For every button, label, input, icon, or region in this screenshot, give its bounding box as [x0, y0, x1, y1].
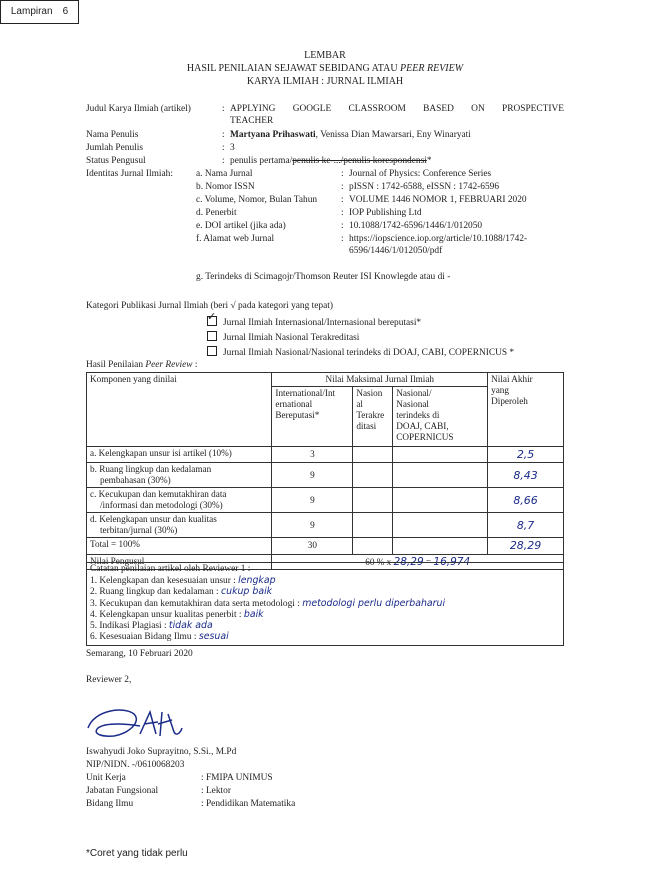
- catatan-box: [86, 562, 564, 646]
- reviewer-name: Iswahyudi Joko Suprayitno, S.Si., M.Pd: [86, 747, 237, 757]
- reviewer-nip: NIP/NIDN. -/0610068203: [86, 760, 185, 770]
- header-line2-italic: PEER REVIEW: [400, 63, 464, 74]
- journal-publisher-value: IOP Publishing Ltd: [349, 208, 422, 218]
- journal-web-label: f. Alamat web Jurnal: [196, 234, 275, 244]
- catatan-item-label: 2. Ruang lingkup dan kedalaman :: [90, 587, 219, 598]
- header-intl-l3: Bereputasi*: [275, 410, 320, 421]
- row-label-l1: c. Kecukupan dan kemutakhiran data: [90, 489, 227, 500]
- journal-colon: :: [341, 208, 344, 218]
- jabatan-label: Jabatan Fungsional: [86, 786, 159, 796]
- reviewer-label: Reviewer 2,: [86, 675, 132, 685]
- row-score-handwritten: 2,5: [488, 447, 564, 463]
- row-label-l2: terbitan/jurnal (30%): [100, 525, 178, 536]
- header-akhir: [488, 373, 564, 447]
- lampiran-box: [0, 0, 79, 24]
- header-line3: KARYA ILMIAH : JURNAL ILMIAH: [246, 76, 404, 87]
- total-label: Total = 100%: [87, 538, 272, 554]
- status-prefix: penulis pertama/: [230, 156, 293, 166]
- row-max: 3: [272, 447, 353, 463]
- journal-issn-label: b. Nomor ISSN: [196, 182, 255, 192]
- kategori-option-2[interactable]: [207, 331, 359, 344]
- journal-colon: :: [341, 221, 344, 231]
- signature: [84, 704, 194, 744]
- catatan-item: [90, 598, 560, 609]
- place-date: Semarang, 10 Februari 2020: [86, 649, 193, 659]
- checkbox-checked[interactable]: [207, 311, 217, 326]
- row-label: [87, 488, 272, 513]
- journal-issn-value: pISSN : 1742-6588, eISSN : 1742-6596: [349, 182, 500, 192]
- total-score-handwritten: 28,29: [488, 538, 564, 554]
- catatan-item-label: 6. Kesesuaian Bidang Ilmu :: [90, 632, 197, 643]
- row-max: 9: [272, 488, 353, 513]
- kategori-title: Kategori Publikasi Jurnal Ilmiah (beri √ pada kategori yang tepat): [86, 301, 333, 311]
- catatan-item-label: 5. Indikasi Plagiasi :: [90, 620, 167, 631]
- catatan-item: [90, 586, 560, 597]
- journal-colon: :: [341, 195, 344, 205]
- journal-indexed: g. Terindeks di Scimagojr/Thomson Reuter ISI Knowlegde atau di -: [196, 272, 451, 282]
- nama-value: [230, 130, 471, 141]
- header-nasidx-l2: Nasional: [396, 399, 429, 410]
- header-intl-l2: ernational: [275, 399, 313, 410]
- row-label: a. Kelengkapan unsur isi artikel (10%): [87, 447, 272, 463]
- header-nasidx-l3: terindeks di: [396, 410, 440, 421]
- status-label: Status Pengusul: [86, 156, 146, 166]
- catatan-item-hand: cukup baik: [220, 586, 273, 598]
- catatan-item: [90, 575, 560, 586]
- table-total-row: [87, 538, 564, 554]
- nama-colon: :: [222, 130, 225, 140]
- row-score-handwritten: 8,66: [488, 488, 564, 513]
- kategori-option-3[interactable]: [207, 346, 514, 359]
- journal-volume-label: c. Volume, Nomor, Bulan Tahun: [196, 195, 318, 205]
- journal-name-label: a. Nama Jurnal: [196, 169, 253, 179]
- pengusul-eq: =: [423, 556, 434, 567]
- status-struck: penulis ke-.../penulis korespondensi: [292, 156, 427, 166]
- row-label: [87, 513, 272, 538]
- catatan-item-hand: sesuai: [198, 631, 229, 643]
- row-score-handwritten: 8,7: [488, 513, 564, 538]
- journal-doi-value: 10.1088/1742-6596/1446/1/012050: [349, 221, 483, 231]
- journal-web-value[interactable]: https://iopscience.iop.org/article/10.1088/1742-: [349, 234, 528, 244]
- journal-colon: :: [341, 234, 344, 244]
- header-akhir-l2: yang: [491, 385, 509, 396]
- row-score-handwritten: 8,43: [488, 463, 564, 488]
- journal-name-value: Journal of Physics: Conference Series: [349, 169, 492, 179]
- catatan-item: [90, 620, 560, 631]
- kategori-option-2-label: Jurnal Ilmiah Nasional Terakreditasi: [223, 333, 360, 343]
- catatan-item-hand: tidak ada: [168, 619, 213, 631]
- bidang-ilmu-value: : Pendidikan Matematika: [201, 799, 296, 809]
- table-header-row: [87, 373, 564, 387]
- pengusul-prefix: 60 % x: [365, 556, 394, 567]
- catatan-item: [90, 631, 560, 642]
- catatan-title: Catatan penilaian artikel oleh Reviewer 1 :: [90, 564, 251, 574]
- judul-label: Judul Karya Ilmiah (artikel): [86, 104, 191, 114]
- empty-cell: [393, 488, 488, 513]
- unit-kerja-label: Unit Kerja: [86, 773, 126, 783]
- identitas-label: Identitas Jurnal Ilmiah:: [86, 169, 173, 179]
- row-label-l2: /informasi dan metodologi (30%): [100, 500, 223, 511]
- header-nasidx: [393, 387, 488, 447]
- catatan-item-label: 3. Kecukupan dan kemutakhiran data serta metodologi :: [90, 598, 300, 609]
- checkmark-icon: ✓: [207, 311, 217, 323]
- jumlah-value: 3: [230, 143, 235, 153]
- nama-label: Nama Penulis: [86, 130, 139, 140]
- header-nas-l2: al: [356, 399, 363, 410]
- empty-cell: [353, 463, 393, 488]
- header-nasidx-l1: Nasional/: [396, 388, 432, 399]
- hasil-title-prefix: Hasil Penilaian: [86, 360, 146, 370]
- pengusul-mid-handwritten: 28,29: [393, 555, 424, 568]
- header-line2: [0, 63, 650, 75]
- row-max: 9: [272, 513, 353, 538]
- empty-cell: [393, 447, 488, 463]
- checkbox[interactable]: [207, 346, 217, 356]
- lampiran-label: Lampiran: [10, 6, 53, 17]
- hasil-title-suffix: :: [192, 360, 198, 370]
- empty-cell: [353, 513, 393, 538]
- journal-web-value-cont[interactable]: 6596/1446/1/012050/pdf: [349, 246, 443, 256]
- row-max: 9: [272, 463, 353, 488]
- header-intl-l1: International/Int: [275, 388, 336, 399]
- header-intl: [272, 387, 353, 447]
- header-nas: [353, 387, 393, 447]
- empty-cell: [393, 463, 488, 488]
- kategori-option-3-label: Jurnal Ilmiah Nasional/Nasional terindeks di DOAJ, CABI, COPERNICUS *: [223, 348, 515, 358]
- status-colon: :: [222, 156, 225, 166]
- header-line1: LEMBAR: [304, 50, 346, 61]
- table-row: [87, 447, 564, 463]
- nama-rest: , Venissa Dian Mawarsari, Eny Winaryati: [315, 130, 471, 140]
- header-nasidx-l4: DOAJ, CABI,: [396, 421, 449, 432]
- empty-cell: [353, 538, 393, 554]
- catatan-item-hand: metodologi perlu diperbaharui: [302, 597, 446, 609]
- empty-cell: [393, 513, 488, 538]
- kategori-option-1-label: Jurnal Ilmiah Internasional/Internasional bereputasi*: [223, 318, 422, 328]
- empty-cell: [353, 488, 393, 513]
- bidang-ilmu-label: Bidang Ilmu: [86, 799, 134, 809]
- header-max: Nilai Maksimal Jurnal Ilmiah: [272, 373, 488, 387]
- header-akhir-l1: Nilai Akhir: [491, 374, 533, 384]
- header-line2-prefix: HASIL PENILAIAN SEJAWAT SEBIDANG ATAU: [186, 63, 401, 74]
- table-row: [87, 463, 564, 488]
- row-label-l1: d. Kelengkapan unsur dan kualitas: [90, 514, 217, 525]
- header-komponen: Komponen yang dinilai: [87, 373, 272, 447]
- journal-publisher-label: d. Penerbit: [196, 208, 237, 218]
- empty-cell: [353, 447, 393, 463]
- table-row: [87, 513, 564, 538]
- jumlah-colon: :: [222, 143, 225, 153]
- score-table: [86, 372, 564, 570]
- lampiran-number: 6: [62, 6, 69, 17]
- catatan-item-label: 1. Kelengkapan dan kesesuaian unsur :: [90, 576, 236, 587]
- header-nas-l3: Terakre: [356, 410, 385, 421]
- judul-value-line2: TEACHER: [230, 116, 274, 126]
- row-label: [87, 463, 272, 488]
- status-suffix: *: [426, 156, 432, 166]
- journal-volume-value: VOLUME 1446 NOMOR 1, FEBRUARI 2020: [349, 195, 527, 205]
- unit-kerja-value: : FMIPA UNIMUS: [201, 773, 273, 783]
- kategori-option-1[interactable]: [207, 311, 422, 329]
- jumlah-label: Jumlah Penulis: [86, 143, 144, 153]
- header-akhir-l3: Diperoleh: [491, 396, 528, 407]
- empty-cell: [393, 538, 488, 554]
- checkbox[interactable]: [207, 331, 217, 341]
- judul-value-line1: APPLYING GOOGLE CLASSROOM BASED ON PROSPECTIVE: [230, 104, 564, 114]
- journal-colon: :: [341, 169, 344, 179]
- pengusul-label: Nilai Pengusul: [87, 554, 272, 570]
- total-max: 30: [272, 538, 353, 554]
- header-nas-l4: ditasi: [356, 421, 377, 432]
- hasil-title: [86, 360, 197, 371]
- row-label-l1: b. Ruang lingkup dan kedalaman: [90, 464, 212, 475]
- row-label-l2: pembahasan (30%): [100, 475, 171, 486]
- header-nas-l1: Nasion: [356, 388, 383, 399]
- journal-doi-label: e. DOI artikel (jika ada): [196, 221, 286, 231]
- catatan-item-hand: baik: [243, 608, 264, 620]
- footnote: *Coret yang tidak perlu: [86, 848, 188, 859]
- header-nasidx-l5: COPERNICUS: [396, 432, 454, 443]
- pengusul-value-handwritten: 16,974: [433, 555, 471, 568]
- judul-colon: :: [222, 104, 225, 114]
- jabatan-value: : Lektor: [201, 786, 231, 796]
- hasil-title-italic: Peer Review: [145, 360, 193, 370]
- nama-bold: Martyana Prihaswati: [230, 130, 316, 140]
- table-row: [87, 488, 564, 513]
- catatan-item-label: 4. Kelengkapan unsur kualitas penerbit :: [90, 609, 242, 620]
- journal-colon: :: [341, 182, 344, 192]
- catatan-item: [90, 609, 560, 620]
- status-value: [230, 156, 432, 167]
- catatan-item-hand: lengkap: [238, 575, 276, 587]
